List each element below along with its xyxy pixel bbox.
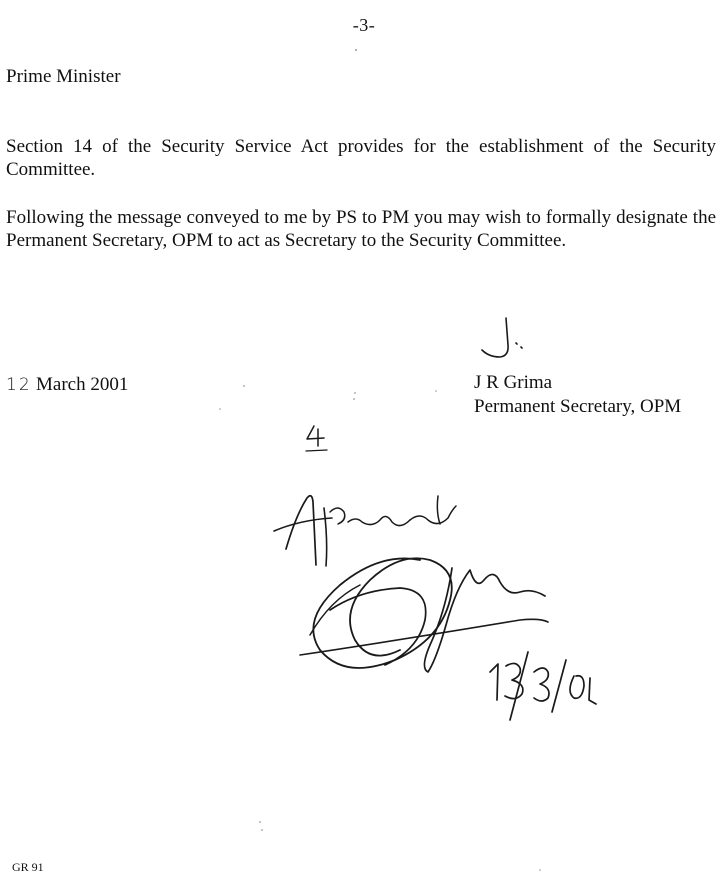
document-reference: GR 91 <box>12 860 44 874</box>
paragraph-1: Section 14 of the Security Service Act provides for the establishment of the Security Committee. <box>6 136 716 180</box>
addressee: Prime Minister <box>6 66 121 87</box>
approval-date-handwriting <box>490 652 596 720</box>
date-month-year: March 2001 <box>36 374 129 395</box>
signatory-name: J R Grima <box>474 372 553 393</box>
signatory-title: Permanent Secretary, OPM <box>474 396 682 417</box>
handwritten-number-4 <box>306 426 327 451</box>
handwritten-day: 12 <box>6 375 32 395</box>
initial-signature <box>482 318 522 357</box>
paragraph-2: Following the message conveyed to me by PS to PM you may wish to formally designate the Permanent Secretary, OPM to act as Secretary to the Security Committee. <box>6 207 716 251</box>
approval-signature <box>300 558 548 672</box>
approved-handwriting <box>274 496 456 566</box>
page-number: -3- <box>352 15 376 35</box>
scan-specks <box>219 49 541 871</box>
